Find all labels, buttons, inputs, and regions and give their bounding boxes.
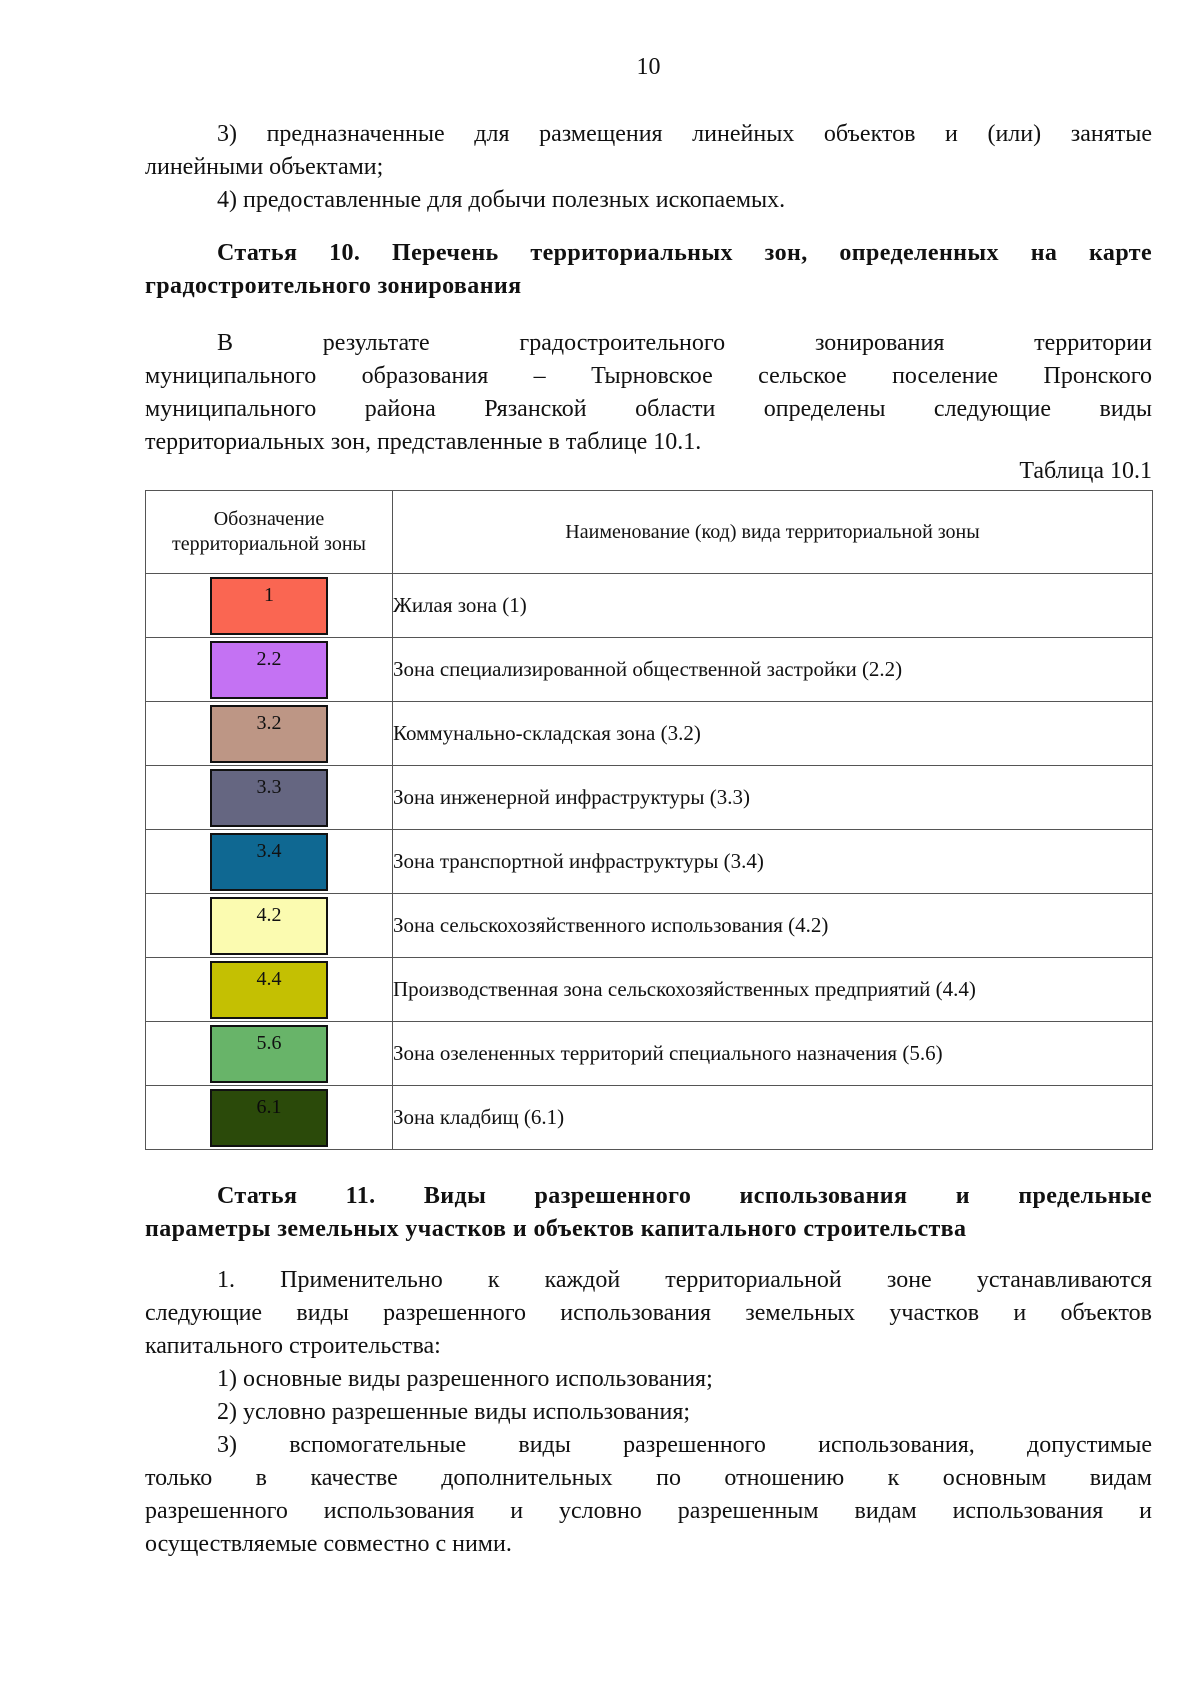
article-11-list-item-3-line4: осуществляемые совместно с ними.	[145, 1531, 512, 1557]
table-row	[146, 1022, 1153, 1086]
zone-code-cell	[146, 958, 393, 1022]
table-row	[146, 574, 1153, 638]
zone-color-swatch: 4.2	[210, 897, 328, 955]
zone-name: Зона транспортной инфраструктуры (3.4)	[393, 830, 1153, 894]
table-row	[146, 702, 1153, 766]
zone-code-cell	[146, 1086, 393, 1150]
header-code: Обозначение территориальной зоны	[146, 491, 393, 574]
article-11-heading-line2: параметры земельных участков и объектов капитального строительства	[145, 1216, 967, 1242]
table-row	[146, 958, 1153, 1022]
zone-color-swatch: 3.4	[210, 833, 328, 891]
zone-color-swatch: 3.2	[210, 705, 328, 763]
zone-name: Производственная зона сельскохозяйственных предприятий (4.4)	[393, 958, 1153, 1022]
header-name: Наименование (код) вида территориальной зоны	[393, 491, 1153, 574]
zone-code-cell	[146, 702, 393, 766]
zone-code-cell	[146, 894, 393, 958]
table-row	[146, 1086, 1153, 1150]
article-10-para-line1: В результате градостроительного зонирования территории	[217, 330, 1152, 356]
article-11-p1-line2: следующие виды разрешенного использования земельных участков и объектов	[145, 1300, 1152, 1326]
zone-code-cell	[146, 1022, 393, 1086]
table-row	[146, 830, 1153, 894]
article-11-list-item-3-line1: 3) вспомогательные виды разрешенного использования, допустимые	[217, 1432, 1152, 1458]
article-11-heading	[145, 1180, 1152, 1246]
table-header-row	[146, 491, 1153, 574]
list-item-4: 4) предоставленные для добычи полезных ископаемых.	[217, 187, 786, 213]
zone-name: Зона кладбищ (6.1)	[393, 1086, 1153, 1150]
zone-color-swatch: 3.3	[210, 769, 328, 827]
zone-name: Жилая зона (1)	[393, 574, 1153, 638]
table-row	[146, 894, 1153, 958]
zone-code-cell	[146, 830, 393, 894]
article-10-para-line3: муниципального района Рязанской области определены следующие виды	[145, 396, 1152, 422]
article-11-body	[145, 1264, 1152, 1561]
zone-color-swatch: 5.6	[210, 1025, 328, 1083]
zone-color-swatch: 2.2	[210, 641, 328, 699]
intro-list	[145, 118, 1152, 217]
article-10-paragraph	[145, 327, 1152, 459]
zone-name: Зона сельскохозяйственного использования (4.2)	[393, 894, 1153, 958]
article-10-heading-line1: Статья 10. Перечень территориальных зон, определенных на карте	[217, 240, 1152, 266]
list-item-3-line1: 3) предназначенные для размещения линейных объектов и (или) занятые	[217, 121, 1152, 147]
article-10-heading-line2: градостроительного зонирования	[145, 273, 522, 299]
zone-name: Зона озелененных территорий специального назначения (5.6)	[393, 1022, 1153, 1086]
zone-color-swatch: 4.4	[210, 961, 328, 1019]
article-11-p1-line3: капитального строительства:	[145, 1333, 441, 1359]
table-caption: Таблица 10.1	[1019, 458, 1152, 484]
table-row	[146, 638, 1153, 702]
article-11-p1-line1: 1. Применительно к каждой территориальной зоне устанавливаются	[217, 1267, 1152, 1293]
article-10-para-line2: муниципального образования – Тырновское сельское поселение Пронского	[145, 363, 1152, 389]
table-row	[146, 766, 1153, 830]
list-item-3-line2: линейными объектами;	[145, 154, 384, 180]
page-number: 10	[636, 54, 661, 80]
article-11-list-item-3-line2: только в качестве дополнительных по отношению к основным видам	[145, 1465, 1152, 1491]
zone-name: Зона специализированной общественной застройки (2.2)	[393, 638, 1153, 702]
zone-color-swatch: 1	[210, 577, 328, 635]
article-11-list-item-3-line3: разрешенного использования и условно разрешенным видам использования и	[145, 1498, 1152, 1524]
article-11-list-item-2: 2) условно разрешенные виды использования;	[217, 1399, 691, 1425]
article-10-para-line4: территориальных зон, представленные в таблице 10.1.	[145, 429, 702, 455]
zone-name: Коммунально-складская зона (3.2)	[393, 702, 1153, 766]
article-11-heading-line1: Статья 11. Виды разрешенного использования и предельные	[217, 1183, 1152, 1209]
zone-color-swatch: 6.1	[210, 1089, 328, 1147]
zone-code-cell	[146, 766, 393, 830]
zone-name: Зона инженерной инфраструктуры (3.3)	[393, 766, 1153, 830]
zone-code-cell	[146, 574, 393, 638]
zones-table	[145, 490, 1153, 1150]
article-11-list-item-1: 1) основные виды разрешенного использования;	[217, 1366, 713, 1392]
zone-code-cell	[146, 638, 393, 702]
article-10-heading	[145, 237, 1152, 303]
table-body	[146, 574, 1153, 1150]
